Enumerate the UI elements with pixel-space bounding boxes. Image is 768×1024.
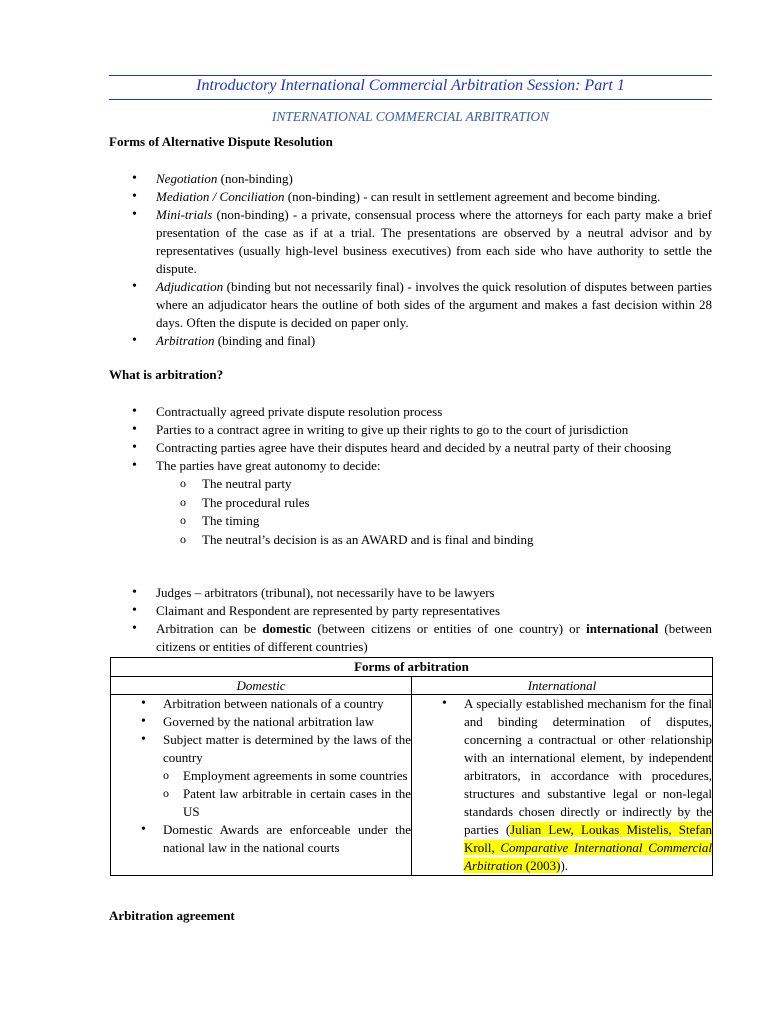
- list-item: • Mediation / Conciliation (non-binding) - can result in settlement agreement and become binding.: [130, 188, 712, 206]
- highlighted-citation: Julian Lew, Loukas Mistelis, Stefan Kroll,: [464, 822, 713, 855]
- domestic-list: [111, 695, 411, 857]
- page-subtitle: INTERNATIONAL COMMERCIAL ARBITRATION: [271, 109, 550, 124]
- sub-list-item: o The neutral party: [156, 475, 712, 494]
- table-list-item: • Domestic Awards are enforceable under the national law in the national courts: [111, 821, 411, 857]
- table-sub-item: o Employment agreements in some countries: [163, 767, 411, 785]
- table-sub-item: o Patent law arbitrable in certain cases in the US: [163, 785, 411, 821]
- autonomy-sublist: [156, 475, 712, 549]
- sub-list-item: o The procedural rules: [156, 494, 712, 513]
- list-item: • Mini-trials (non-binding) - a private, consensual process where the attorneys for each party make a brief presentation of the case as if at a trial. The presentations are observed by a neutral advisor and by representatives (usually high-level business executives) from each side who have authority to settle the dispute.: [130, 206, 712, 278]
- page-title: Introductory International Commercial Arbitration Session: Part 1: [196, 77, 625, 94]
- forms-of-arbitration-table: [110, 657, 713, 876]
- section-heading-adr: Forms of Alternative Dispute Resolution: [109, 134, 333, 149]
- table-list-item: • Subject matter is determined by the laws of the country o Employment agreements in some countries o Patent law arbitrable in certain cases in the US: [111, 731, 411, 821]
- table-list-item: • Arbitration between nationals of a country: [111, 695, 411, 713]
- table-title: Forms of arbitration: [111, 658, 713, 677]
- section-heading-what-is-arbitration: What is arbitration?: [109, 367, 224, 382]
- list-item: • The parties have great autonomy to decide: o The neutral party o The procedural rules o The timing o The neutral’s decision is as an AWARD and is final and binding: [130, 457, 712, 549]
- table-header-domestic: Domestic: [111, 677, 412, 695]
- list-item: • Claimant and Respondent are represented by party representatives: [130, 602, 712, 620]
- highlighted-book-title: Comparative International Commercial Arbitration: [464, 840, 712, 873]
- arbitration-definition-list: [130, 403, 712, 549]
- table-list-item: • Governed by the national arbitration law: [111, 713, 411, 731]
- domestic-cell: [111, 695, 412, 876]
- list-item: • Judges – arbitrators (tribunal), not necessarily have to be lawyers: [130, 584, 712, 602]
- list-item: • Contracting parties agree have their disputes heard and decided by a neutral party of their choosing: [130, 439, 712, 457]
- international-cell: [412, 695, 713, 876]
- table-list-item: • A specially established mechanism for the final and binding determination of disputes, concerning a contractual or other relationship with an international element, by independent arbitrators, in accordance with procedures, structures and substantive legal or non-legal standards chosen directly or indirectly by the parties (Julian Lew, Loukas Mistelis, Stefan Kroll, Comparative International Commercial Arbitration (2003)).: [412, 695, 712, 875]
- list-item: • Parties to a contract agree in writing to give up their rights to go to the court of jurisdiction: [130, 421, 712, 439]
- list-item: • Arbitration can be domestic (between citizens or entities of one country) or international (between citizens or entities of different countries): [130, 620, 712, 656]
- header-rule-top: [109, 75, 712, 76]
- adr-forms-list: [130, 170, 712, 350]
- sub-list-item: o The neutral’s decision is as an AWARD and is final and binding: [156, 531, 712, 550]
- list-item: • Adjudication (binding but not necessarily final) - involves the quick resolution of disputes between parties where an adjudicator hears the outline of both sides of the argument and makes a fast decision within 28 days. Often the dispute is decided on paper only.: [130, 278, 712, 332]
- list-item: • Negotiation (non-binding): [130, 170, 712, 188]
- international-list: [412, 695, 712, 875]
- sub-list-item: o The timing: [156, 512, 712, 531]
- highlighted-year: (2003): [522, 858, 561, 873]
- section-heading-arbitration-agreement: Arbitration agreement: [109, 908, 235, 923]
- table-header-international: International: [412, 677, 713, 695]
- domestic-sublist: [163, 767, 411, 821]
- header-rule-bottom: [109, 99, 712, 100]
- list-item: • Contractually agreed private dispute resolution process: [130, 403, 712, 421]
- list-item: • Arbitration (binding and final): [130, 332, 712, 350]
- arbitration-parties-list: [130, 584, 712, 656]
